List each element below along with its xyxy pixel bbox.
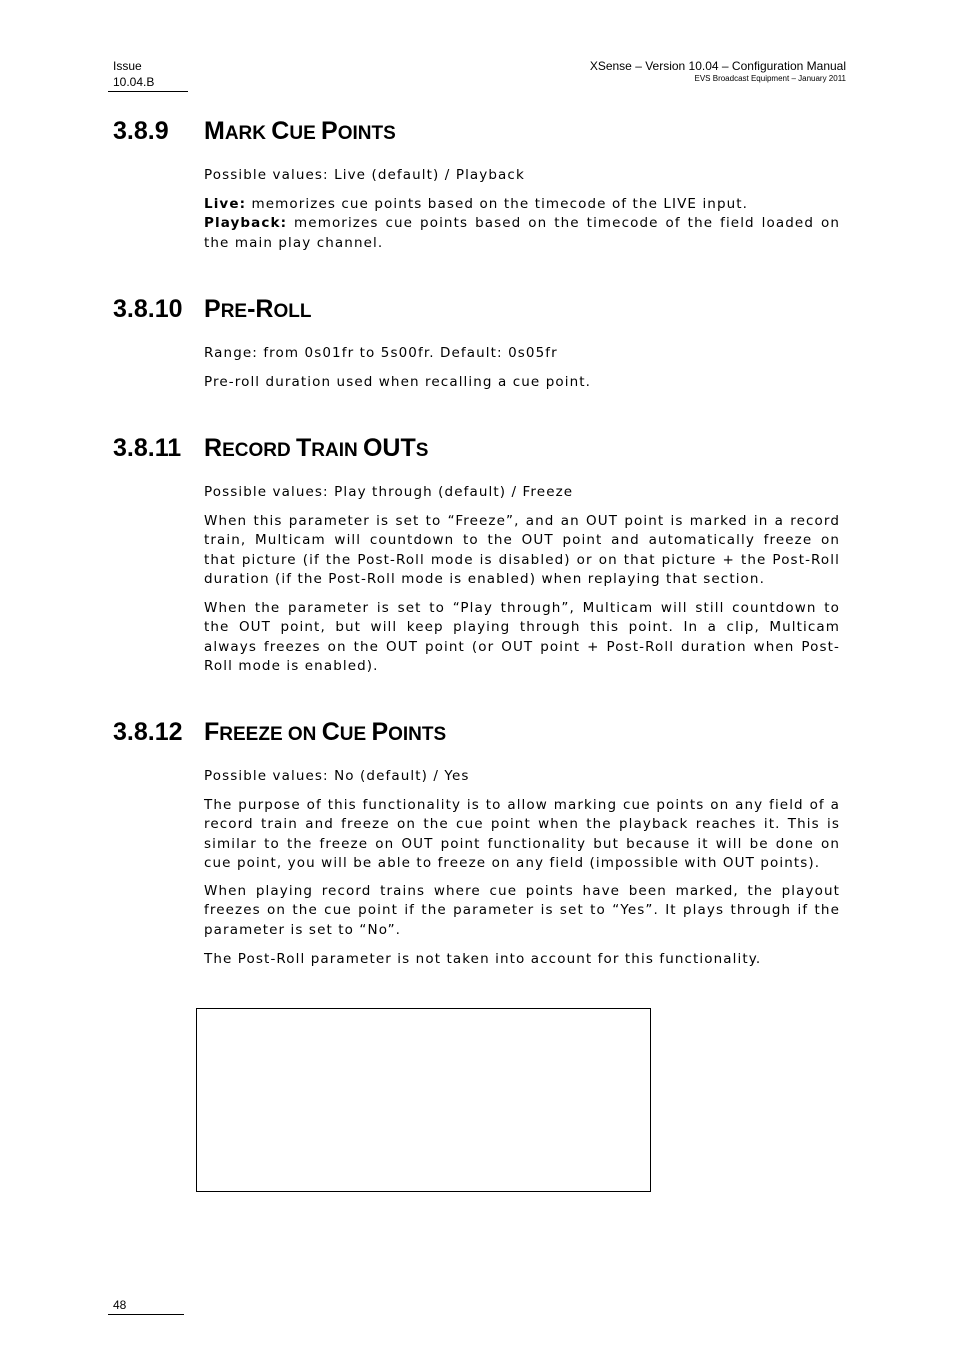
heading-part: R [204, 434, 223, 462]
heading-part: S [415, 440, 429, 461]
mark-cue-values: Possible values: Live (default) / Playback [204, 167, 525, 183]
heading-part: ARK [224, 123, 272, 144]
heading-part: ECORD [222, 440, 296, 461]
record-train-paragraph-2: When the parameter is set to “Play through”, Multicam will still countdown to the OUT point, but will keep playing through this point. In a clip, Multicam always freezes on the OUT point (or OUT point + Post-Roll duration when Post-Roll mode is enabled). [204, 600, 840, 674]
header-rule [108, 91, 188, 92]
freeze-cue-paragraph-2: When playing record trains where cue points have been marked, the playout freezes on the cue point if the parameter is set to “Yes”. It plays through if the parameter is set to “No”. [204, 883, 840, 938]
record-train-paragraph-1: When this parameter is set to “Freeze”, and an OUT point is marked in a record train, Multicam will countdown to the OUT point and automatically freeze on that picture (if the Post-Roll mode is disabled) or on that picture + the Post-Roll duration (if the Post-Roll mode is enabled) when replaying that section. [204, 513, 840, 587]
heading-part: OINTS [337, 123, 396, 144]
heading-part: M [204, 117, 225, 145]
heading-part: UE [339, 724, 372, 745]
document-header [590, 58, 846, 84]
live-label: Live: [204, 196, 247, 212]
mark-cue-description [204, 195, 840, 253]
heading-part: UE [289, 123, 322, 144]
heading-part: C [321, 718, 340, 746]
issue-label: Issue [113, 59, 142, 73]
empty-frame [196, 1008, 651, 1192]
playback-text: memorizes cue points based on the timecode of the field loaded on the main play channel. [204, 215, 840, 251]
section-number: 3.8.11 [113, 434, 182, 462]
freeze-cue-paragraph-3: The Post-Roll parameter is not taken into account for this functionality. [204, 951, 762, 967]
heading-part: OLL [273, 301, 312, 322]
heading-part: -R [247, 295, 274, 323]
record-train-values: Possible values: Play through (default) / Freeze [204, 484, 574, 500]
heading-part: OUT [362, 434, 416, 462]
heading-part: P [321, 117, 338, 145]
footer-rule [108, 1314, 184, 1315]
heading-part: C [271, 117, 290, 145]
document-title: XSense – Version 10.04 – Configuration Manual [589, 59, 846, 73]
playback-label: Playback: [204, 215, 288, 232]
section-heading-pre-roll [113, 294, 311, 327]
section-number: 3.8.10 [113, 295, 183, 323]
heading-part: T [295, 434, 312, 462]
section-heading-record-train-outs [113, 433, 428, 466]
issue-block [113, 58, 154, 90]
section-heading-freeze-on-cue-points [113, 717, 446, 750]
pre-roll-description: Pre-roll duration used when recalling a cue point. [204, 374, 592, 390]
issue-value: 10.04.B [113, 75, 155, 89]
heading-part: P [371, 718, 389, 746]
freeze-cue-values: Possible values: No (default) / Yes [204, 768, 470, 784]
freeze-cue-paragraph-1: The purpose of this functionality is to allow marking cue points on any field of a record train and freeze on the cue point when the playback reaches it. This is similar to the freeze on OUT point functionality but because it will be done on cue point, you will be able to freeze on any field (impossible with OUT points). [204, 797, 840, 871]
live-text: memorizes cue points based on the timecode of the LIVE input. [246, 196, 749, 212]
page-number: 48 [113, 1298, 127, 1312]
document-subtitle: EVS Broadcast Equipment – January 2011 [694, 74, 846, 83]
heading-part: P [204, 295, 221, 323]
heading-part: F [204, 718, 220, 746]
heading-part: REEZE ON [219, 724, 322, 745]
heading-part: RE [220, 301, 248, 322]
heading-part: RAIN [311, 440, 363, 461]
section-number: 3.8.12 [113, 718, 183, 746]
section-number: 3.8.9 [113, 117, 169, 145]
heading-part: OINTS [388, 724, 447, 745]
section-heading-mark-cue-points [113, 116, 396, 149]
pre-roll-range: Range: from 0s01fr to 5s00fr. Default: 0s05fr [204, 345, 558, 361]
